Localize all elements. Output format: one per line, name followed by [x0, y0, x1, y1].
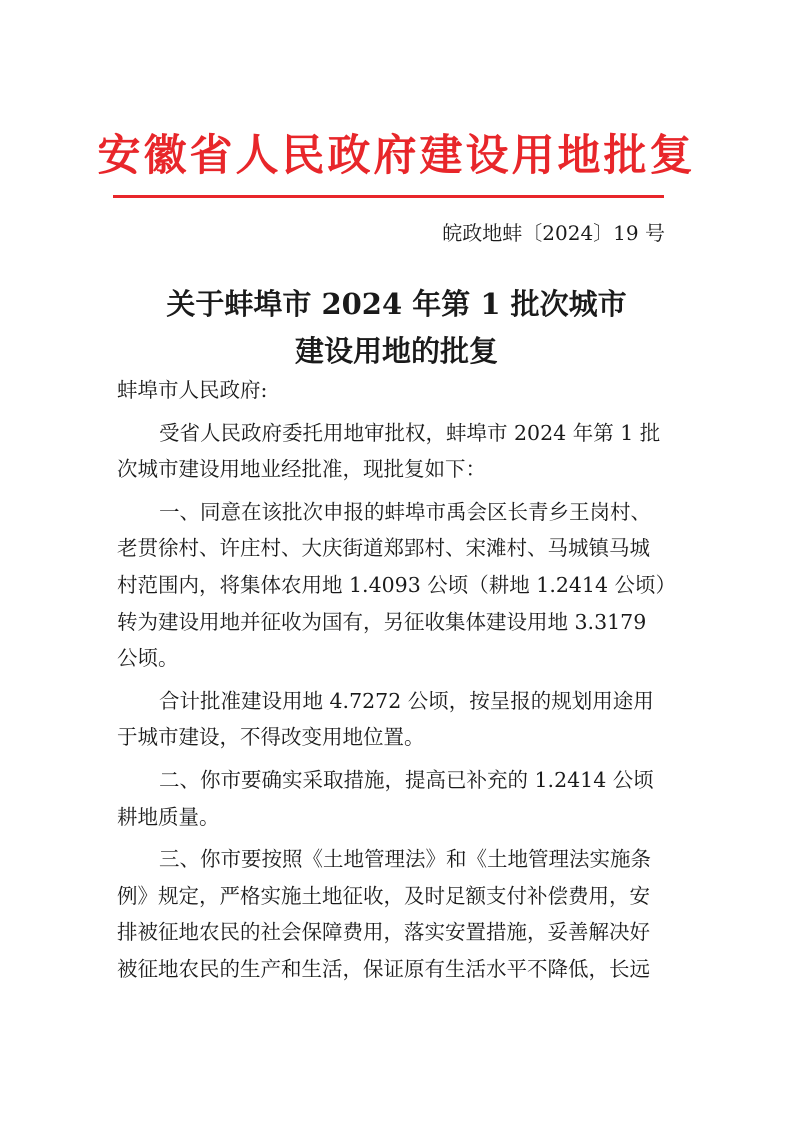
paragraph-line: 例》规定，严格实施土地征收，及时足额支付补偿费用，安	[117, 883, 650, 908]
issuing-authority-header: 安徽省人民政府建设用地批复	[97, 131, 696, 181]
paragraph-line: 被征地农民的生产和生活，保证原有生活水平不降低，长远	[117, 956, 650, 981]
paragraph-4	[117, 762, 677, 835]
paragraph-2	[117, 494, 677, 677]
document-title-line-1: 关于蚌埠市 2024 年第 1 批次城市	[166, 287, 627, 321]
paragraph-line: 老贯徐村、许庄村、大庆街道郑郢村、宋滩村、马城镇马城	[117, 536, 650, 561]
document-body	[117, 372, 677, 988]
paragraph-line: 二、你市要确实采取措施，提高已补充的 1.2414 公顷	[159, 767, 654, 792]
paragraph-line: 排被征地农民的社会保障费用，落实安置措施，妥善解决好	[117, 920, 650, 945]
paragraph-line: 受省人民政府委托用地审批权，蚌埠市 2024 年第 1 批	[159, 420, 661, 445]
paragraph-3	[117, 683, 677, 756]
paragraph-line: 于城市建设，不得改变用地位置。	[117, 725, 425, 750]
paragraph-line: 合计批准建设用地 4.7272 公顷，按呈报的规划用途用	[159, 688, 654, 713]
red-divider-rule	[113, 195, 664, 198]
addressee: 蚌埠市人民政府:	[117, 378, 268, 402]
paragraph-line: 转为建设用地并征收为国有，另征收集体建设用地 3.3179	[117, 609, 647, 634]
paragraph-line: 公顷。	[117, 646, 179, 671]
paragraph-line: 耕地质量。	[117, 804, 220, 829]
paragraph-line: 三、你市要按照《土地管理法》和《土地管理法实施条	[159, 847, 651, 872]
paragraph-line: 一、同意在该批次申报的蚌埠市禹会区长青乡王岗村、	[159, 499, 651, 524]
paragraph-line: 次城市建设用地业经批准，现批复如下：	[117, 457, 486, 482]
paragraph-line: 村范围内，将集体农用地 1.4093 公顷（耕地 1.2414 公顷）	[117, 572, 677, 597]
document-title	[0, 281, 793, 375]
paragraph-1	[117, 415, 677, 488]
document-number: 皖政地蚌〔2024〕19 号	[442, 221, 665, 245]
paragraph-5	[117, 841, 677, 987]
document-title-line-2: 建设用地的批复	[294, 334, 498, 368]
